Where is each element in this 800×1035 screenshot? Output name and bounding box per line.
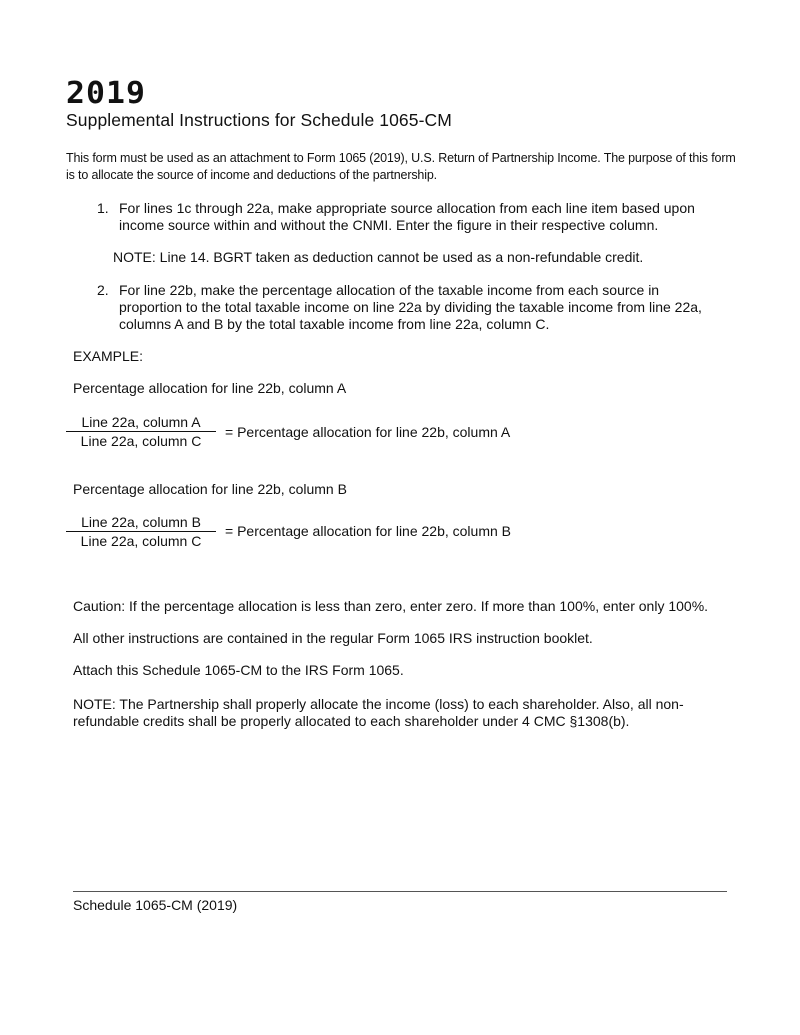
- caution-text: Caution: If the percentage allocation is less than zero, enter zero. If more than 100%, enter only 100%.: [73, 598, 709, 614]
- column-b-fraction: [66, 514, 216, 549]
- column-a-heading: Percentage allocation for line 22b, column A: [73, 380, 347, 396]
- column-a-result: = Percentage allocation for line 22b, column A: [225, 424, 511, 440]
- list-item-text: For lines 1c through 22a, make appropriate source allocation from each line item based upon income source within and without the CNMI. Enter the figure in their respective column.: [119, 200, 695, 233]
- note-bgrt: NOTE: Line 14. BGRT taken as deduction cannot be used as a non-refundable credit.: [113, 249, 644, 265]
- list-item-number: 2.: [97, 282, 109, 298]
- attach-text: Attach this Schedule 1065-CM to the IRS Form 1065.: [73, 662, 404, 678]
- footer-divider: [73, 891, 727, 892]
- form-year: 2019: [66, 76, 147, 111]
- fraction-numerator: Line 22a, column A: [66, 414, 216, 432]
- page-title: Supplemental Instructions for Schedule 1065-CM: [66, 110, 452, 130]
- example-label: EXAMPLE:: [73, 348, 144, 364]
- other-instructions-text: All other instructions are contained in the regular Form 1065 IRS instruction booklet.: [73, 630, 593, 646]
- note-partnership: NOTE: The Partnership shall properly allocate the income (loss) to each shareholder. Also, all non-refundable credits shall be properly allocated to each shareholder under 4 CMC §1308(b).: [73, 696, 684, 729]
- footer-text: Schedule 1065-CM (2019): [73, 897, 238, 913]
- column-b-heading: Percentage allocation for line 22b, column B: [73, 481, 347, 497]
- list-item-number: 1.: [97, 200, 109, 216]
- intro-paragraph: This form must be used as an attachment to Form 1065 (2019), U.S. Return of Partnership Income. The purpose of this form is to allocate the source of income and deductions of the partnership.: [66, 151, 736, 182]
- fraction-denominator: Line 22a, column C: [80, 533, 202, 549]
- column-b-result: = Percentage allocation for line 22b, column B: [225, 523, 512, 539]
- fraction-numerator: Line 22a, column B: [66, 514, 216, 532]
- fraction-denominator: Line 22a, column C: [80, 433, 202, 449]
- list-item: [97, 282, 737, 338]
- list-item: [97, 200, 737, 240]
- list-item-text: For line 22b, make the percentage allocation of the taxable income from each source in proportion to the total taxable income on line 22a by dividing the taxable income from line 22a, columns A and B by the total taxable income from line 22a, column C.: [119, 282, 702, 332]
- column-a-fraction: [66, 414, 216, 449]
